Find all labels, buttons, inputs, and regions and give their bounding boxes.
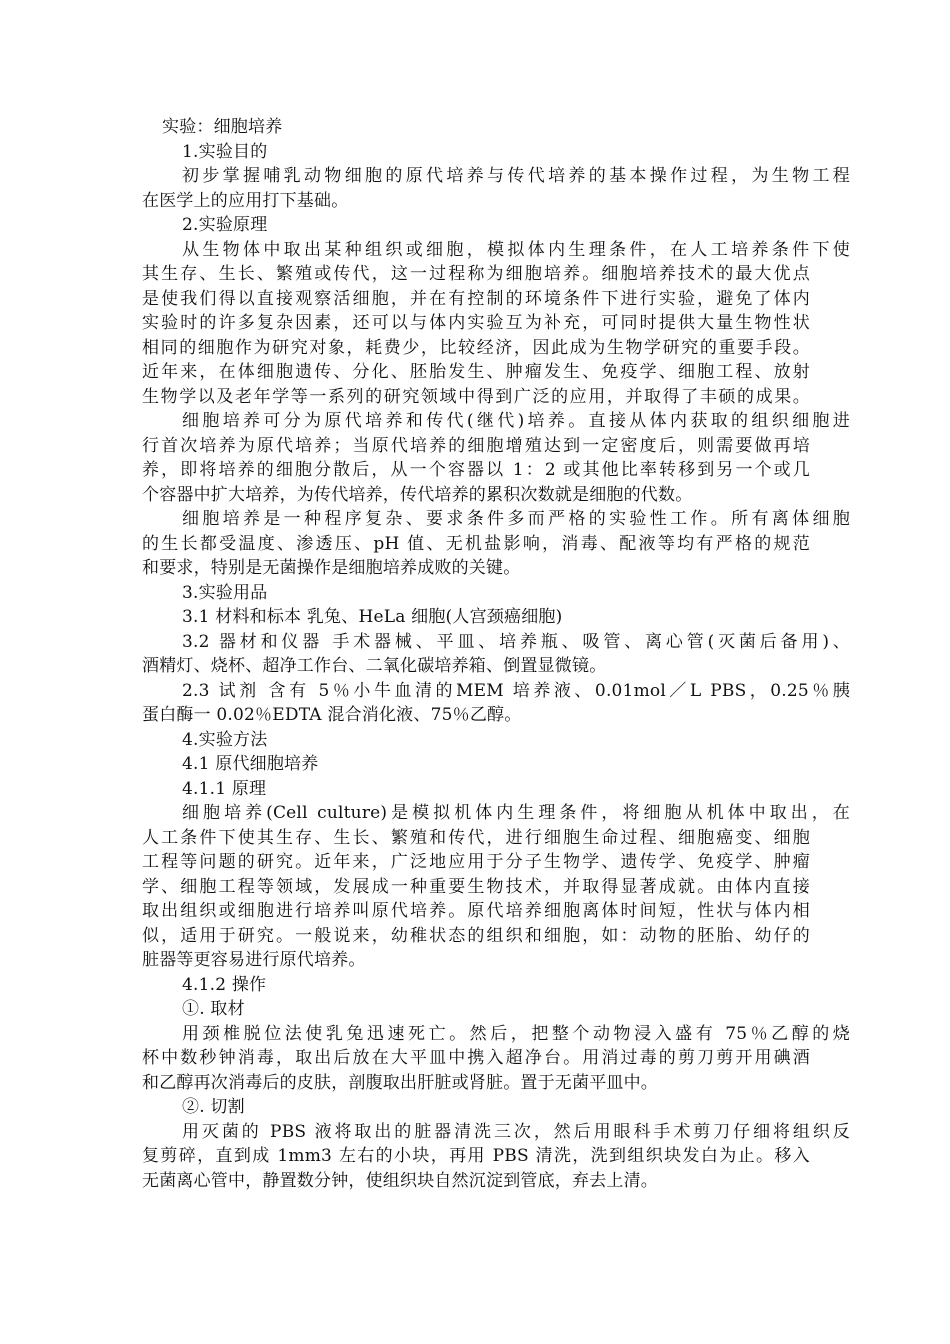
document-page (142, 115, 850, 1193)
paragraph-line: 和乙醇再次消毒后的皮肤，剖腹取出肝脏或肾脏。置于无菌平皿中。 (142, 1072, 658, 1093)
reagents-line: 蛋白酶一 0.02％EDTA 混合消化液、75％乙醇。 (142, 705, 522, 725)
paragraph-line: 个容器中扩大培养，为传代培养，传代培养的累积次数就是细胞的代数。 (142, 484, 693, 505)
equipment-line: 3.2 器材和仪器 手术器械、平皿、培养瓶、吸管、离心管(灭菌后备用)、 (182, 631, 850, 652)
paragraph-line: 养，即将培养的细胞分散后，从一个容器以 1：2 或其他比率转移到另一个或几 (142, 460, 810, 480)
paragraph-line: 无菌离心管中，静置数分钟，使组织块自然沉淀到管底，弃去上清。 (142, 1170, 658, 1191)
paragraph-line: 近年来，在体细胞遗传、分化、胚胎发生、肿瘤发生、免疫学、细胞工程、放射 (142, 362, 810, 382)
paragraph-line: 行首次培养为原代培养；当原代培养的细胞增殖达到一定密度后，则需要做再培 (142, 435, 810, 456)
paragraph-line: 细胞培养是一种程序复杂、要求条件多而严格的实验性工作。所有离体细胞 (182, 509, 850, 529)
paragraph-line: 的生长都受温度、渗透压、pH 值、无机盐影响，消毒、配液等均有严格的规范 (142, 533, 810, 554)
subsection-heading: 4.1.1 原理 (182, 778, 267, 799)
paragraph-line: 学、细胞工程等领域，发展成一种重要生物技术，并取得显著成就。由体内直接 (142, 876, 810, 897)
paragraph-line: 生物学以及老年学等一系列的研究领域中得到广泛的应用，并取得了丰硕的成果。 (142, 386, 810, 407)
reagents-line: 2.3 试剂 含有 5％小牛血清的MEM 培养液、0.01mol／L PBS，0.25％胰 (182, 680, 850, 701)
paragraph-line: 从生物体中取出某种组织或细胞，模拟体内生理条件，在人工培养条件下使 (182, 239, 850, 260)
paragraph-line: 初步掌握哺乳动物细胞的原代培养与传代培养的基本操作过程，为生物工程 (182, 166, 850, 186)
paragraph-line: 工程等问题的研究。近年来，广泛地应用于分子生物学、遗传学、免疫学、肿瘤 (142, 852, 810, 872)
paragraph-line: 其生存、生长、繁殖或传代，这一过程称为细胞培养。细胞培养技术的最大优点 (142, 264, 810, 284)
paragraph-line: 人工条件下使其生存、生长、繁殖和传代，进行细胞生命过程、细胞癌变、细胞 (142, 827, 810, 848)
section-3-heading: 3.实验用品 (182, 582, 268, 603)
paragraph-line: 复剪碎，直到成 1mm3 左右的小块，再用 PBS 清洗，洗到组织块发白为止。移入 (142, 1146, 810, 1166)
paragraph-line: 杯中数秒钟消毒，取出后放在大平皿中携入超净台。用消过毒的剪刀剪开用碘酒 (142, 1048, 810, 1068)
paragraph-line: 是使我们得以直接观察活细胞，并在有控制的环境条件下进行实验，避免了体内 (142, 288, 810, 309)
paragraph-line: 脏器等更容易进行原代培养。 (142, 950, 366, 970)
step-heading: ②. 切割 (182, 1097, 245, 1117)
paragraph-line: 细胞培养可分为原代培养和传代(继代)培养。直接从体内获取的组织细胞进 (182, 411, 850, 431)
paragraph-line: 和要求，特别是无菌操作是细胞培养成败的关键。 (142, 558, 521, 578)
subsection-heading: 4.1 原代细胞培养 (182, 754, 319, 774)
paragraph-line: 相同的细胞作为研究对象，耗费少，比较经济，因此成为生物学研究的重要手段。 (142, 337, 810, 358)
materials-line: 3.1 材料和标本 乳兔、HeLa 细胞(人宫颈癌细胞) (182, 607, 563, 627)
paragraph-line: 实验时的许多复杂因素，还可以与体内实验互为补充，可同时提供大量生物性状 (142, 313, 810, 333)
section-1-heading: 1.实验目的 (182, 141, 268, 162)
step-heading: ①. 取材 (182, 999, 245, 1019)
paragraph-line: 似，适用于研究。一般说来，幼稚状态的组织和细胞，如：动物的胚胎、幼仔的 (142, 925, 810, 946)
paragraph-line: 在医学上的应用打下基础。 (142, 190, 349, 211)
section-4-heading: 4.实验方法 (182, 729, 268, 750)
paragraph-line: 细胞培养(Cell culture)是模拟机体内生理条件，将细胞从机体中取出，在 (182, 803, 850, 823)
equipment-line: 酒精灯、烧杯、超净工作台、二氧化碳培养箱、倒置显微镜。 (142, 656, 607, 676)
paragraph-line: 用颈椎脱位法使乳兔迅速死亡。然后，把整个动物浸入盛有 75％乙醇的烧 (182, 1023, 850, 1044)
subsection-heading: 4.1.2 操作 (182, 974, 267, 995)
paragraph-line: 取出组织或细胞进行培养叫原代培养。原代培养细胞离体时间短，性状与体内相 (142, 901, 810, 921)
document-title: 实验：细胞培养 (162, 117, 283, 137)
section-2-heading: 2.实验原理 (182, 215, 268, 235)
paragraph-line: 用灭菌的 PBS 液将取出的脏器清洗三次，然后用眼科手术剪刀仔细将组织反 (182, 1121, 850, 1142)
